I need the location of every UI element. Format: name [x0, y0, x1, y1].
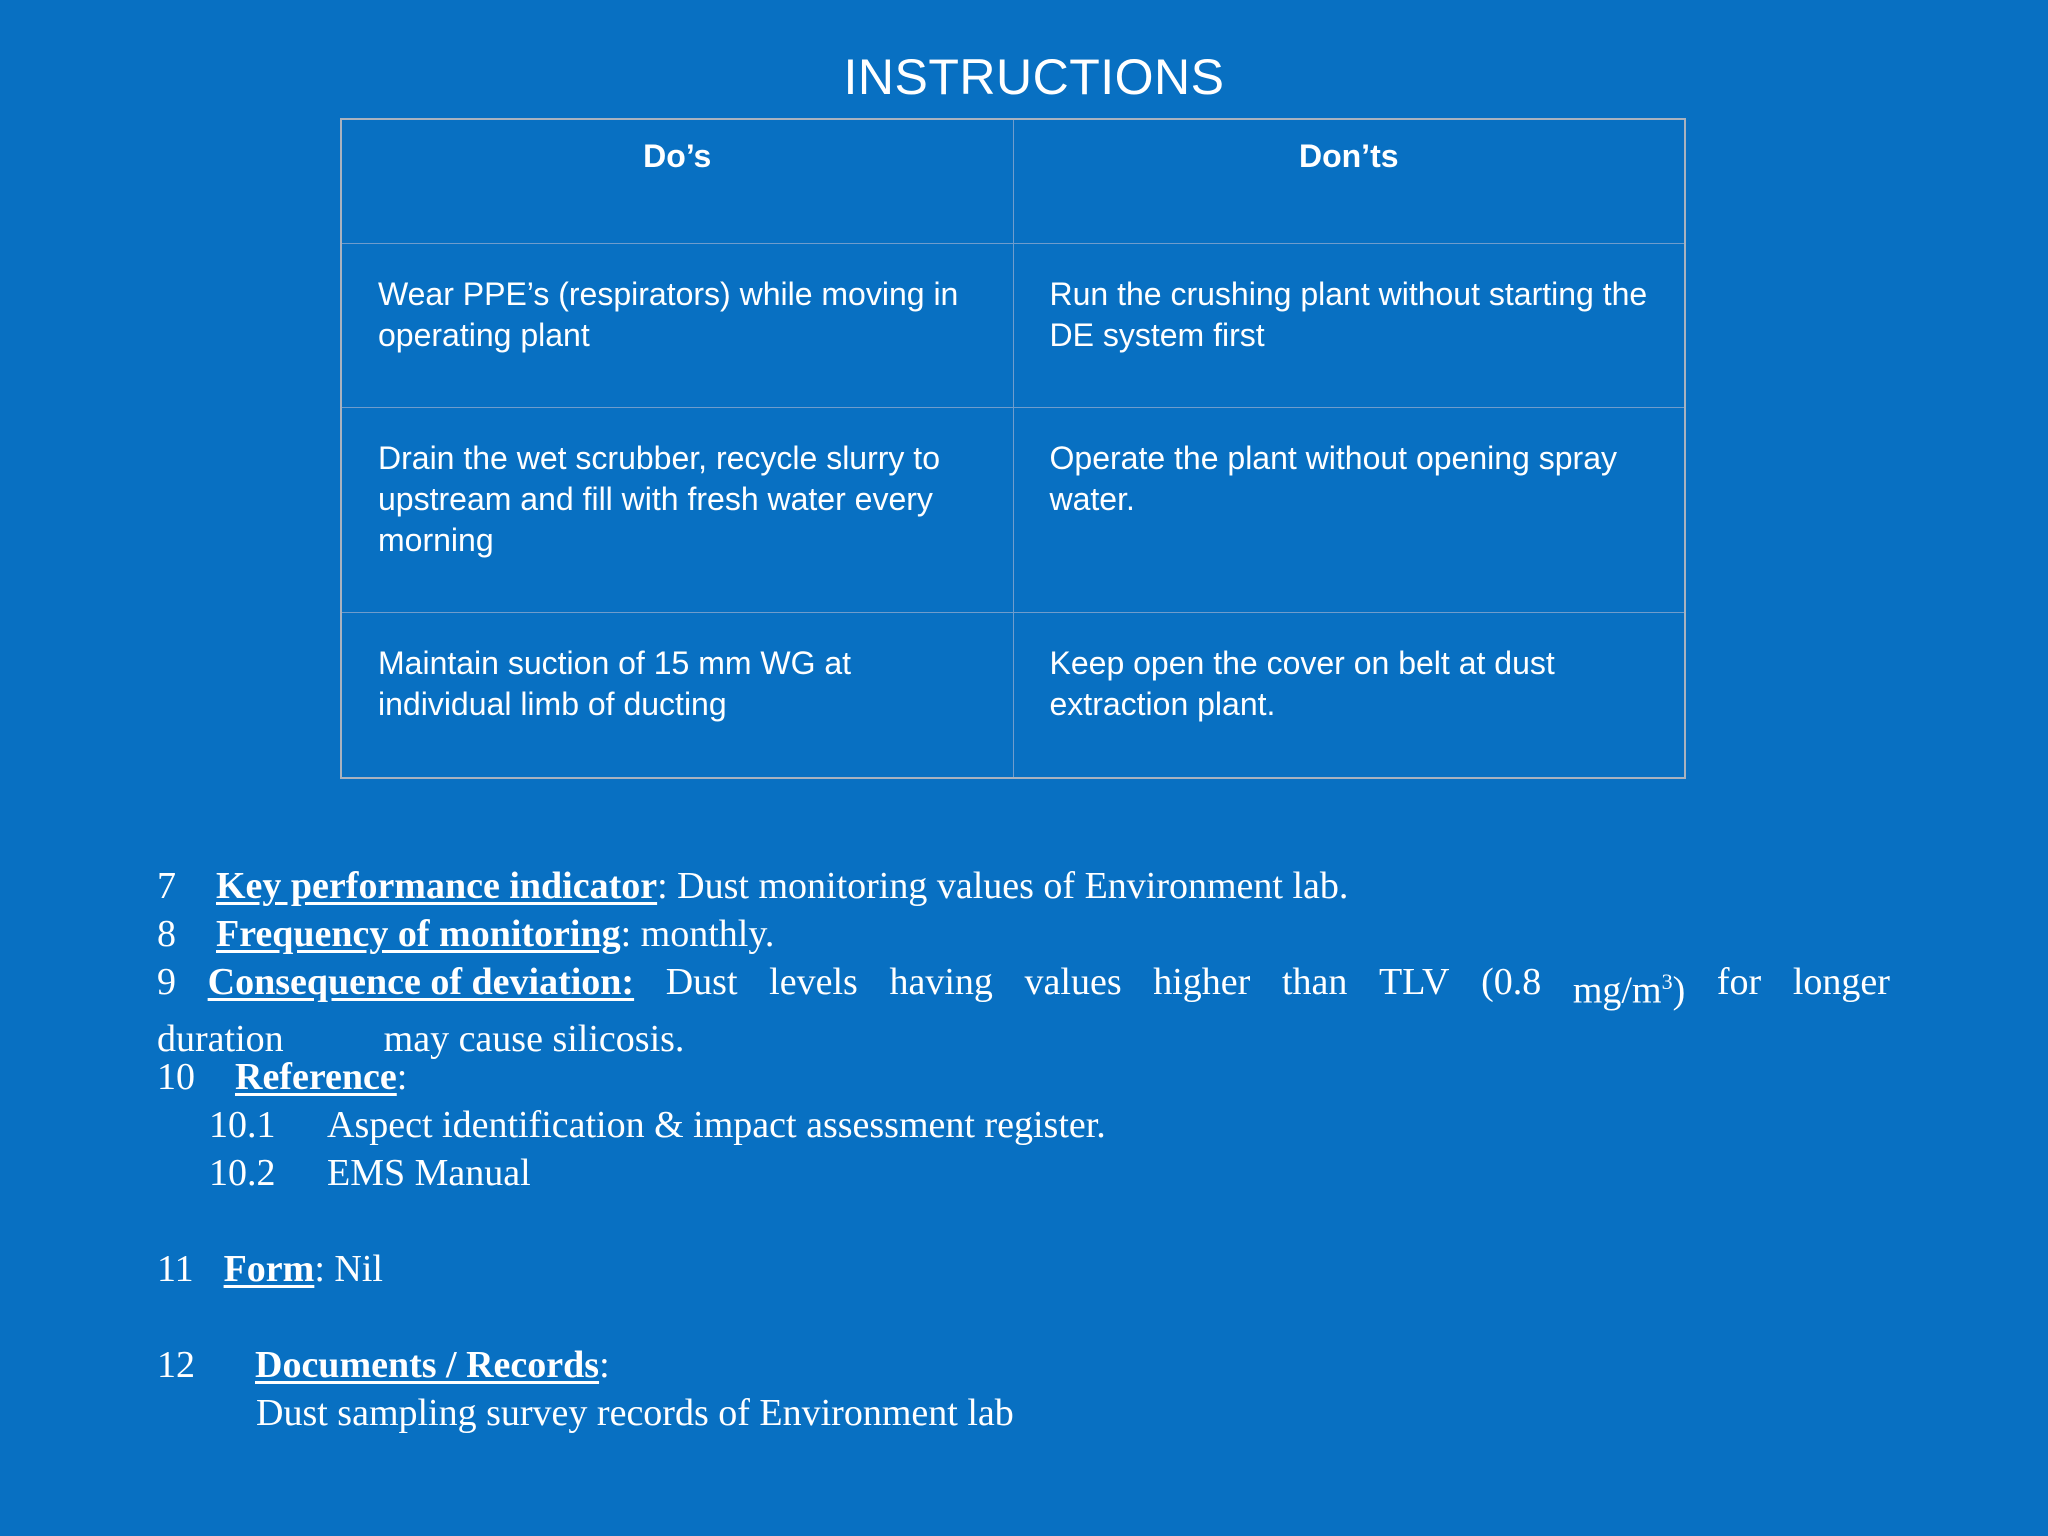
reference-number: 10.2: [209, 1152, 276, 1194]
section-8: [157, 910, 774, 958]
dos-donts-table: [340, 118, 1686, 779]
table-row: [341, 408, 1685, 613]
section-number: 12: [157, 1344, 195, 1386]
section-text: : Dust monitoring values of Environment lab.: [657, 865, 1349, 907]
section-number: 11: [157, 1248, 194, 1290]
section-word: longer: [1792, 961, 1890, 1003]
section-number: 10: [157, 1056, 195, 1098]
section-label: Reference: [235, 1056, 397, 1098]
section-9-line-1: [157, 958, 1890, 1015]
donts-header: Don’ts: [1013, 119, 1685, 244]
section-label: Frequency of monitoring: [216, 913, 621, 955]
reference-item: [209, 1101, 1106, 1149]
section-word: (0.8: [1481, 961, 1542, 1003]
section-label: Form: [223, 1248, 315, 1290]
section-7: [157, 862, 1348, 910]
section-word: for: [1716, 961, 1762, 1003]
reference-text: Aspect identification & impact assessment register.: [327, 1104, 1106, 1146]
section-10: 10 Reference:: [157, 1056, 408, 1098]
section-word: values: [1024, 961, 1122, 1003]
section-label: Documents / Records: [255, 1344, 600, 1386]
section-word: Dust: [665, 961, 738, 1003]
reference-number: 10.1: [209, 1104, 276, 1146]
section-word: levels: [769, 961, 858, 1003]
dos-cell: Wear PPE’s (respirators) while moving in operating plant: [341, 244, 1013, 408]
section-text: : monthly.: [620, 913, 775, 955]
section-word: having: [889, 961, 993, 1003]
donts-cell: Operate the plant without opening spray water.: [1013, 408, 1685, 613]
section-word: higher: [1153, 961, 1251, 1003]
section-word: than: [1281, 961, 1348, 1003]
section-number: 9: [157, 961, 176, 1003]
table-row: [341, 244, 1685, 408]
section-9-line-2: duration may cause silicosis.: [157, 1017, 685, 1060]
section-word: TLV: [1379, 961, 1450, 1003]
table-row: [341, 613, 1685, 779]
table-header-row: [341, 119, 1685, 244]
section-number: 8: [157, 913, 176, 955]
dos-cell: Maintain suction of 15 mm WG at individual limb of ducting: [341, 613, 1013, 779]
section-9: [157, 958, 1890, 1063]
reference-item: [209, 1149, 531, 1197]
section-12: 12 Documents / Records:: [157, 1344, 610, 1386]
donts-cell: Run the crushing plant without starting the DE system first: [1013, 244, 1685, 408]
dos-header: Do’s: [341, 119, 1013, 244]
dos-cell: Drain the wet scrubber, recycle slurry to upstream and fill with fresh water every morning: [341, 408, 1013, 613]
page-title: INSTRUCTIONS: [843, 49, 1225, 105]
donts-cell: Keep open the cover on belt at dust extraction plant.: [1013, 613, 1685, 779]
section-12-detail: Dust sampling survey records of Environment lab: [256, 1392, 1014, 1434]
section-11: [157, 1245, 383, 1293]
section-number: 7: [157, 865, 176, 907]
reference-text: EMS Manual: [327, 1152, 531, 1194]
section-label: Key performance indicator: [216, 865, 658, 907]
tlv-unit: $mg/m^3$): [1572, 969, 1686, 1012]
section-label: Consequence of deviation:: [207, 961, 635, 1003]
section-text: : Nil: [314, 1248, 383, 1290]
